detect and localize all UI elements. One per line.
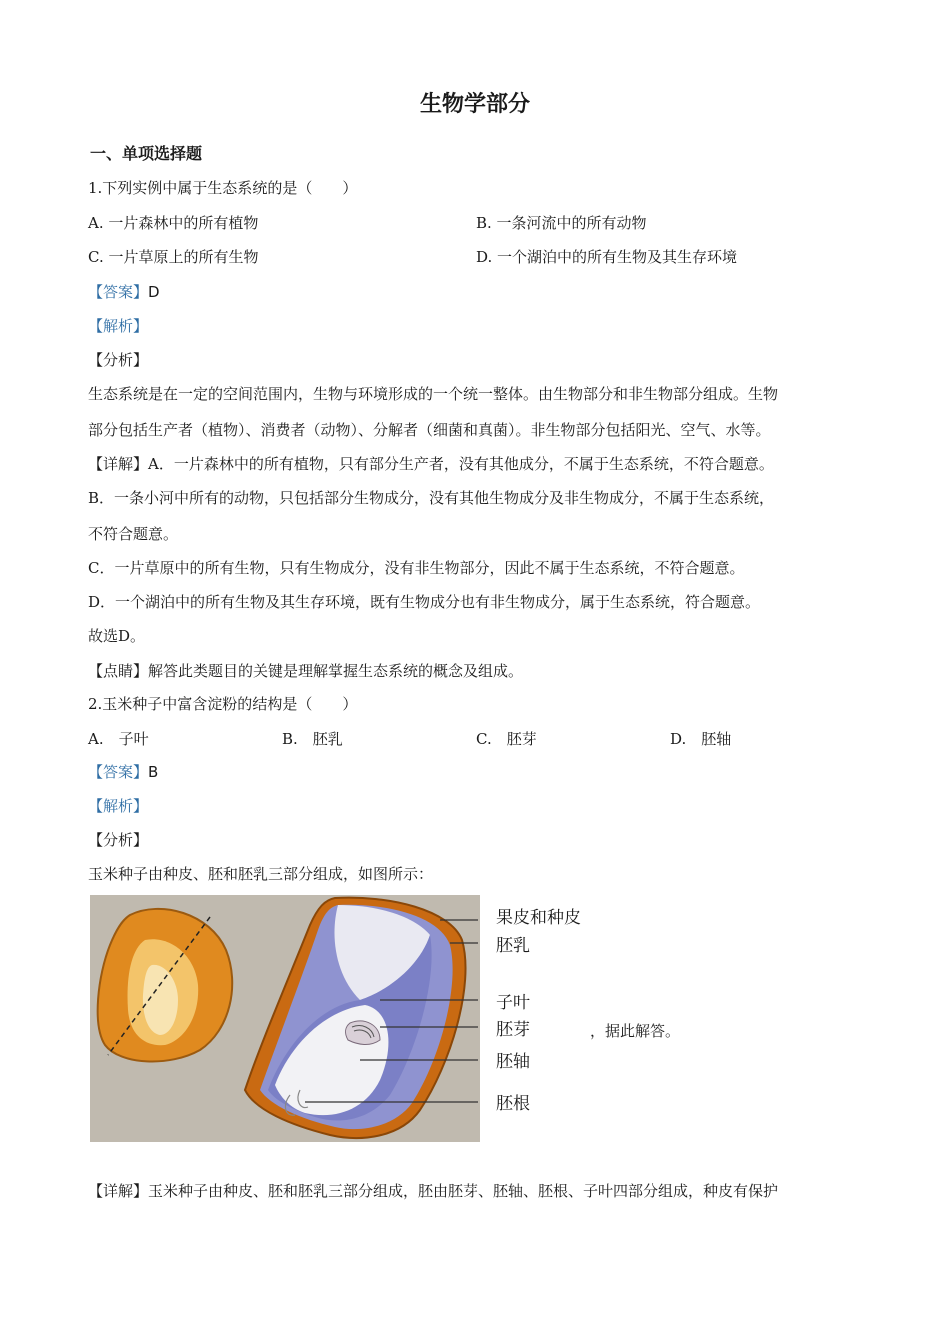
q1-fenxi-text-1: 生态系统是在一定的空间范围内，生物与环境形成的一个统一整体。由生物部分和非生物部分组成。生物 bbox=[88, 385, 779, 403]
q2-after-figure: ，据此解答。 bbox=[590, 1022, 681, 1040]
q2-fenxi-text: 玉米种子由种皮、胚和胚乳三部分组成，如图所示： bbox=[88, 865, 434, 883]
q2-answer: B bbox=[148, 763, 159, 781]
q1-stem: 1.下列实例中属于生态系统的是（ ） bbox=[88, 179, 358, 197]
q2-option-b: B. 胚乳 bbox=[282, 730, 343, 748]
answer-tag: 【答案】 bbox=[88, 283, 149, 301]
label-radicle: 胚根 bbox=[496, 1094, 530, 1114]
label-pericarp-seedcoat: 果皮和种皮 bbox=[496, 908, 581, 928]
q1-detail-4: C．一片草原中的所有生物，只有生物成分，没有非生物部分，因此不属于生态系统，不符合题意。 bbox=[88, 559, 745, 577]
q1-detail-5: D．一个湖泊中的所有生物及其生存环境，既有生物成分也有非生物成分，属于生态系统，符合题意。 bbox=[88, 593, 761, 611]
q1-fenxi-text-2: 部分包括生产者（植物）、消费者（动物）、分解者（细菌和真菌）。非生物部分包括阳光、空气、水等。 bbox=[88, 421, 771, 439]
q2-answer-line bbox=[88, 762, 158, 782]
q1-analysis-tag: 【解析】 bbox=[88, 317, 149, 335]
q1-detail-2: B．一条小河中所有的动物，只包括部分生物成分，没有其他生物成分及非生物成分，不属于生态系统， bbox=[88, 489, 775, 507]
corn-seed-diagram bbox=[90, 895, 480, 1142]
q2-analysis-tag: 【解析】 bbox=[88, 797, 149, 815]
label-hypocotyl: 胚轴 bbox=[496, 1052, 530, 1072]
q1-option-a: A. 一片森林中的所有植物 bbox=[88, 214, 259, 232]
q1-answer: D bbox=[148, 283, 160, 301]
label-plumule: 胚芽 bbox=[496, 1020, 530, 1040]
section-heading: 一、单项选择题 bbox=[90, 144, 203, 163]
label-cotyledon: 子叶 bbox=[496, 993, 530, 1013]
q1-option-c: C. 一片草原上的所有生物 bbox=[88, 248, 259, 266]
q1-detail-1: 【详解】A．一片森林中的所有植物，只有部分生产者，没有其他成分，不属于生态系统，不符合题意。 bbox=[88, 455, 774, 473]
q2-option-d: D. 胚轴 bbox=[670, 730, 732, 748]
label-endosperm: 胚乳 bbox=[496, 936, 530, 956]
page-title: 生物学部分 bbox=[419, 91, 530, 117]
q1-detail-3: 不符合题意。 bbox=[88, 525, 179, 543]
q2-option-a: A. 子叶 bbox=[88, 730, 149, 748]
q1-fenxi-tag: 【分析】 bbox=[88, 351, 149, 369]
q2-stem: 2.玉米种子中富含淀粉的结构是（ ） bbox=[88, 695, 358, 713]
q2-detail: 【详解】玉米种子由种皮、胚和胚乳三部分组成，胚由胚芽、胚轴、胚根、子叶四部分组成，种皮有保护 bbox=[88, 1182, 779, 1200]
q1-option-b: B. 一条河流中的所有动物 bbox=[476, 214, 647, 232]
q1-tip: 【点睛】解答此类题目的关键是理解掌握生态系统的概念及组成。 bbox=[88, 662, 524, 680]
answer-tag: 【答案】 bbox=[88, 763, 149, 781]
q1-answer-line bbox=[88, 282, 160, 302]
whole-kernel-illustration bbox=[98, 909, 233, 1062]
q2-option-c: C. 胚芽 bbox=[476, 730, 537, 748]
q2-fenxi-tag: 【分析】 bbox=[88, 831, 149, 849]
q1-detail-6: 故选D。 bbox=[88, 627, 146, 645]
q1-option-d: D. 一个湖泊中的所有生物及其生存环境 bbox=[476, 248, 738, 266]
